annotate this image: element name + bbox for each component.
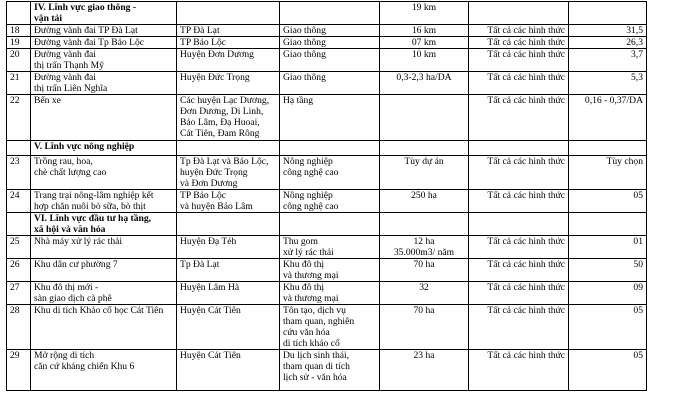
capital-cell <box>569 2 647 25</box>
form-cell <box>469 95 569 141</box>
field-line: Giao thông <box>283 72 326 83</box>
capital-cell <box>569 95 647 141</box>
cell-text: 26 <box>10 259 20 270</box>
project-name-cell <box>31 72 177 95</box>
scale-cell <box>380 141 469 156</box>
section-title-line: VI. Lĩnh vực đầu tư hạ tầng, <box>34 213 152 224</box>
no-cell <box>7 25 31 37</box>
location-cell <box>177 2 280 25</box>
form-cell <box>469 37 569 49</box>
field-line: di tích khảo cổ <box>283 338 340 349</box>
capital-cell <box>569 236 647 259</box>
project-name-line: Trang trại nông-lâm nghiệp kết <box>34 190 154 201</box>
no-cell <box>7 141 31 156</box>
location-line: Huyện Cát Tiên <box>180 305 241 316</box>
field-line: cứu văn hóa <box>283 327 330 338</box>
table-row <box>7 259 647 282</box>
field-line: Giao thông <box>283 49 326 60</box>
field-cell <box>280 37 380 49</box>
cell-text: 20 <box>10 49 20 60</box>
field-cell <box>280 2 380 25</box>
section-title-cell <box>31 141 177 156</box>
no-cell <box>7 350 31 391</box>
field-line: Giao thông <box>283 37 326 48</box>
field-cell <box>280 141 380 156</box>
cell-text: Tất cả các hình thức <box>487 72 565 83</box>
cell-text: 28 <box>10 305 20 316</box>
scale-cell <box>380 2 469 25</box>
cell-text: Tất cả các hình thức <box>487 305 565 316</box>
capital-cell <box>569 72 647 95</box>
project-name-line: Nhà máy xử lý rác thải <box>34 236 123 247</box>
section-title-line: IV. Lĩnh vực giao thông - <box>34 2 137 13</box>
scale-cell <box>380 236 469 259</box>
field-cell <box>280 350 380 391</box>
cell-text: 50 <box>633 259 643 270</box>
cell-text: 25 <box>10 236 20 247</box>
section-row <box>7 141 647 156</box>
form-cell <box>469 350 569 391</box>
project-name-line: Mở rộng di tích <box>34 350 95 361</box>
field-line: tham quan di tích <box>283 361 350 372</box>
location-line: Bảo Lâm, Đạ Huoai, <box>180 117 260 128</box>
project-name-line: Đường vành đai Tp Bảo Lộc <box>34 37 145 48</box>
scale-cell <box>380 95 469 141</box>
form-cell <box>469 282 569 305</box>
field-line: tham quan, nghiên <box>283 316 355 327</box>
location-line: Huyện Đạ Tẻh <box>180 236 237 247</box>
cell-text: 18 <box>10 25 20 36</box>
project-name-cell <box>31 190 177 213</box>
field-line: và thương mại <box>283 293 339 304</box>
scale-line: Tùy dự án <box>404 156 444 167</box>
location-cell <box>177 25 280 37</box>
field-cell <box>280 305 380 350</box>
section-title-cell <box>31 2 177 25</box>
cell-text: Tùy chọn <box>606 156 643 167</box>
table-row <box>7 305 647 350</box>
scale-line: 12 ha <box>413 236 435 247</box>
capital-cell <box>569 156 647 190</box>
cell-text: 19 <box>10 37 20 48</box>
table-row <box>7 95 647 141</box>
project-name-line: Đường vành đai <box>34 49 96 60</box>
field-cell <box>280 190 380 213</box>
field-line: Nông nghiệp <box>283 156 333 167</box>
project-name-cell <box>31 282 177 305</box>
cell-text: Tất cả các hình thức <box>487 25 565 36</box>
location-line: Cát Tiên, Đam Rông <box>180 128 260 139</box>
cell-text: 26,3 <box>626 37 643 48</box>
capital-cell <box>569 305 647 350</box>
location-line: và Đơn Dương <box>180 178 238 189</box>
location-cell <box>177 37 280 49</box>
location-cell <box>177 259 280 282</box>
section-title-line: xã hội và văn hóa <box>34 224 106 235</box>
field-line: lịch sử - văn hóa <box>283 372 347 383</box>
location-line: Đơn Dương, Di Linh, <box>180 106 264 117</box>
project-name-cell <box>31 350 177 391</box>
field-line: Giao thông <box>283 25 326 36</box>
location-cell <box>177 95 280 141</box>
table-row <box>7 156 647 190</box>
no-cell <box>7 95 31 141</box>
cell-text: Tất cả các hình thức <box>487 282 565 293</box>
table-row <box>7 190 647 213</box>
cell-text: Tất cả các hình thức <box>487 37 565 48</box>
cell-text: 31,5 <box>626 25 643 36</box>
table-row <box>7 37 647 49</box>
scale-cell <box>380 37 469 49</box>
capital-cell <box>569 259 647 282</box>
no-cell <box>7 305 31 350</box>
cell-text: 21 <box>10 72 20 83</box>
cell-text: 29 <box>10 350 20 361</box>
field-line: Du lịch sinh thái, <box>283 350 350 361</box>
scale-cell <box>380 213 469 236</box>
project-name-line: chè chất lượng cao <box>34 167 107 178</box>
field-line: Nông nghiệp <box>283 190 333 201</box>
location-cell <box>177 282 280 305</box>
location-cell <box>177 49 280 72</box>
location-line: Các huyện Lạc Dương, <box>180 95 270 106</box>
scale-cell <box>380 282 469 305</box>
form-cell <box>469 213 569 236</box>
section-row <box>7 213 647 236</box>
cell-text: Tất cả các hình thức <box>487 350 565 361</box>
project-name-line: Khu dân cư phường 7 <box>34 259 118 270</box>
cell-text: 01 <box>633 236 643 247</box>
table-row <box>7 236 647 259</box>
no-cell <box>7 2 31 25</box>
form-cell <box>469 305 569 350</box>
scale-line: 07 km <box>411 37 437 48</box>
field-line: và thương mại <box>283 270 339 281</box>
project-name-line: sàn giao dịch cà phê <box>34 293 112 304</box>
project-name-cell <box>31 37 177 49</box>
form-cell <box>469 49 569 72</box>
table-row <box>7 49 647 72</box>
location-line: và huyện Bảo Lâm <box>180 201 253 212</box>
no-cell <box>7 190 31 213</box>
section-title-cell <box>31 213 177 236</box>
field-cell <box>280 25 380 37</box>
cell-text: 24 <box>10 190 20 201</box>
form-cell <box>469 156 569 190</box>
no-cell <box>7 72 31 95</box>
scale-cell <box>380 72 469 95</box>
cell-text: Tất cả các hình thức <box>487 259 565 270</box>
field-line: xử lý rác thải <box>283 247 334 258</box>
location-cell <box>177 156 280 190</box>
scale-line: 10 km <box>411 49 437 60</box>
project-name-cell <box>31 259 177 282</box>
scale-line: 35.000m3/ năm <box>393 247 455 258</box>
section-title-line: vận tải <box>34 13 62 24</box>
capital-cell <box>569 190 647 213</box>
cell-text: 05 <box>633 305 643 316</box>
location-cell <box>177 213 280 236</box>
scale-cell <box>380 259 469 282</box>
form-cell <box>469 190 569 213</box>
location-line: Tp Đà Lạt và Bảo Lộc, <box>180 156 269 167</box>
cell-text: Tất cả các hình thức <box>487 190 565 201</box>
project-name-cell <box>31 156 177 190</box>
location-line: Huyện Đức Trọng <box>180 72 250 83</box>
cell-text: 05 <box>633 190 643 201</box>
capital-cell <box>569 213 647 236</box>
location-cell <box>177 141 280 156</box>
cell-text: 3,7 <box>631 49 643 60</box>
scale-cell <box>380 350 469 391</box>
cell-text: 19 km <box>411 2 437 13</box>
no-cell <box>7 49 31 72</box>
location-line: TP Đà Lạt <box>180 25 220 36</box>
cell-text: 5,3 <box>631 72 643 83</box>
project-name-line: Đường vành đai TP Đà Lạt <box>34 25 138 36</box>
field-cell <box>280 95 380 141</box>
field-cell <box>280 156 380 190</box>
project-name-line: thị trấn Liên Nghĩa <box>34 83 108 94</box>
no-cell <box>7 259 31 282</box>
field-cell <box>280 72 380 95</box>
location-line: TP Bảo Lộc <box>180 190 227 201</box>
location-cell <box>177 350 280 391</box>
field-line: Khu đô thị <box>283 282 325 293</box>
cell-text: Tất cả các hình thức <box>487 95 565 106</box>
location-cell <box>177 72 280 95</box>
table-row <box>7 25 647 37</box>
table-body <box>7 2 647 391</box>
scale-cell <box>380 49 469 72</box>
capital-cell <box>569 37 647 49</box>
project-name-line: Khu đô thị mới - <box>34 282 99 293</box>
cell-text: Tất cả các hình thức <box>487 156 565 167</box>
scale-cell <box>380 190 469 213</box>
cell-text: 05 <box>633 350 643 361</box>
scale-line: 23 ha <box>413 350 435 361</box>
form-cell <box>469 259 569 282</box>
field-cell <box>280 259 380 282</box>
project-name-cell <box>31 95 177 141</box>
project-name-cell <box>31 236 177 259</box>
capital-cell <box>569 141 647 156</box>
location-line: TP Bảo Lộc <box>180 37 227 48</box>
project-name-cell <box>31 49 177 72</box>
scale-line: 70 ha <box>413 259 435 270</box>
cell-text: 09 <box>633 282 643 293</box>
field-line: Thu gom <box>283 236 318 247</box>
cell-text: Tất cả các hình thức <box>487 49 565 60</box>
project-name-cell <box>31 305 177 350</box>
scale-line: 250 ha <box>411 190 437 201</box>
form-cell <box>469 25 569 37</box>
cell-text: 0,16 - 0,37/DA <box>584 95 643 106</box>
cell-text: 22 <box>10 95 20 106</box>
location-cell <box>177 190 280 213</box>
capital-cell <box>569 25 647 37</box>
investment-projects-table <box>6 1 647 391</box>
project-name-line: Đường vành đai <box>34 72 96 83</box>
scale-cell <box>380 156 469 190</box>
project-name-line: Khu di tích Khảo cổ học Cát Tiên <box>34 305 164 316</box>
no-cell <box>7 213 31 236</box>
table-row <box>7 282 647 305</box>
no-cell <box>7 282 31 305</box>
location-line: Huyện Lâm Hà <box>180 282 240 293</box>
location-cell <box>177 236 280 259</box>
form-cell <box>469 72 569 95</box>
location-line: Huyện Đơn Dương <box>180 49 254 60</box>
section-row <box>7 2 647 25</box>
location-line: huyện Đức Trọng <box>180 167 248 178</box>
project-name-line: Trồng rau, hoa, <box>34 156 93 167</box>
field-line: Khu đô thị <box>283 259 325 270</box>
cell-text: 23 <box>10 156 20 167</box>
field-cell <box>280 49 380 72</box>
project-name-line: Bến xe <box>34 95 61 106</box>
form-cell <box>469 2 569 25</box>
scale-line: 32 <box>419 282 429 293</box>
form-cell <box>469 141 569 156</box>
location-line: Tp Đà Lạt <box>180 259 220 270</box>
project-name-cell <box>31 25 177 37</box>
scale-cell <box>380 25 469 37</box>
table-row <box>7 72 647 95</box>
cell-text: Tất cả các hình thức <box>487 236 565 247</box>
location-line: Huyện Cát Tiên <box>180 350 241 361</box>
no-cell <box>7 37 31 49</box>
scale-line: 0,3-2,3 ha/DA <box>396 72 452 83</box>
field-cell <box>280 213 380 236</box>
capital-cell <box>569 350 647 391</box>
field-cell <box>280 282 380 305</box>
field-line: Tôn tạo, dịch vụ <box>283 305 346 316</box>
no-cell <box>7 236 31 259</box>
project-name-line: hợp chăn nuôi bò sữa, bò thịt <box>34 201 146 212</box>
table-row <box>7 350 647 391</box>
field-line: công nghệ cao <box>283 167 339 178</box>
scale-line: 70 ha <box>413 305 435 316</box>
no-cell <box>7 156 31 190</box>
form-cell <box>469 236 569 259</box>
cell-text: 27 <box>10 282 20 293</box>
scale-cell <box>380 305 469 350</box>
location-cell <box>177 305 280 350</box>
scale-line: 16 km <box>411 25 437 36</box>
section-title-line: V. Lĩnh vực nông nghiệp <box>34 141 135 152</box>
field-cell <box>280 236 380 259</box>
project-name-line: căn cứ kháng chiến Khu 6 <box>34 361 135 372</box>
capital-cell <box>569 49 647 72</box>
field-line: Hạ tầng <box>283 95 314 106</box>
field-line: công nghệ cao <box>283 201 339 212</box>
capital-cell <box>569 282 647 305</box>
project-name-line: thị trấn Thạnh Mỹ <box>34 60 104 71</box>
